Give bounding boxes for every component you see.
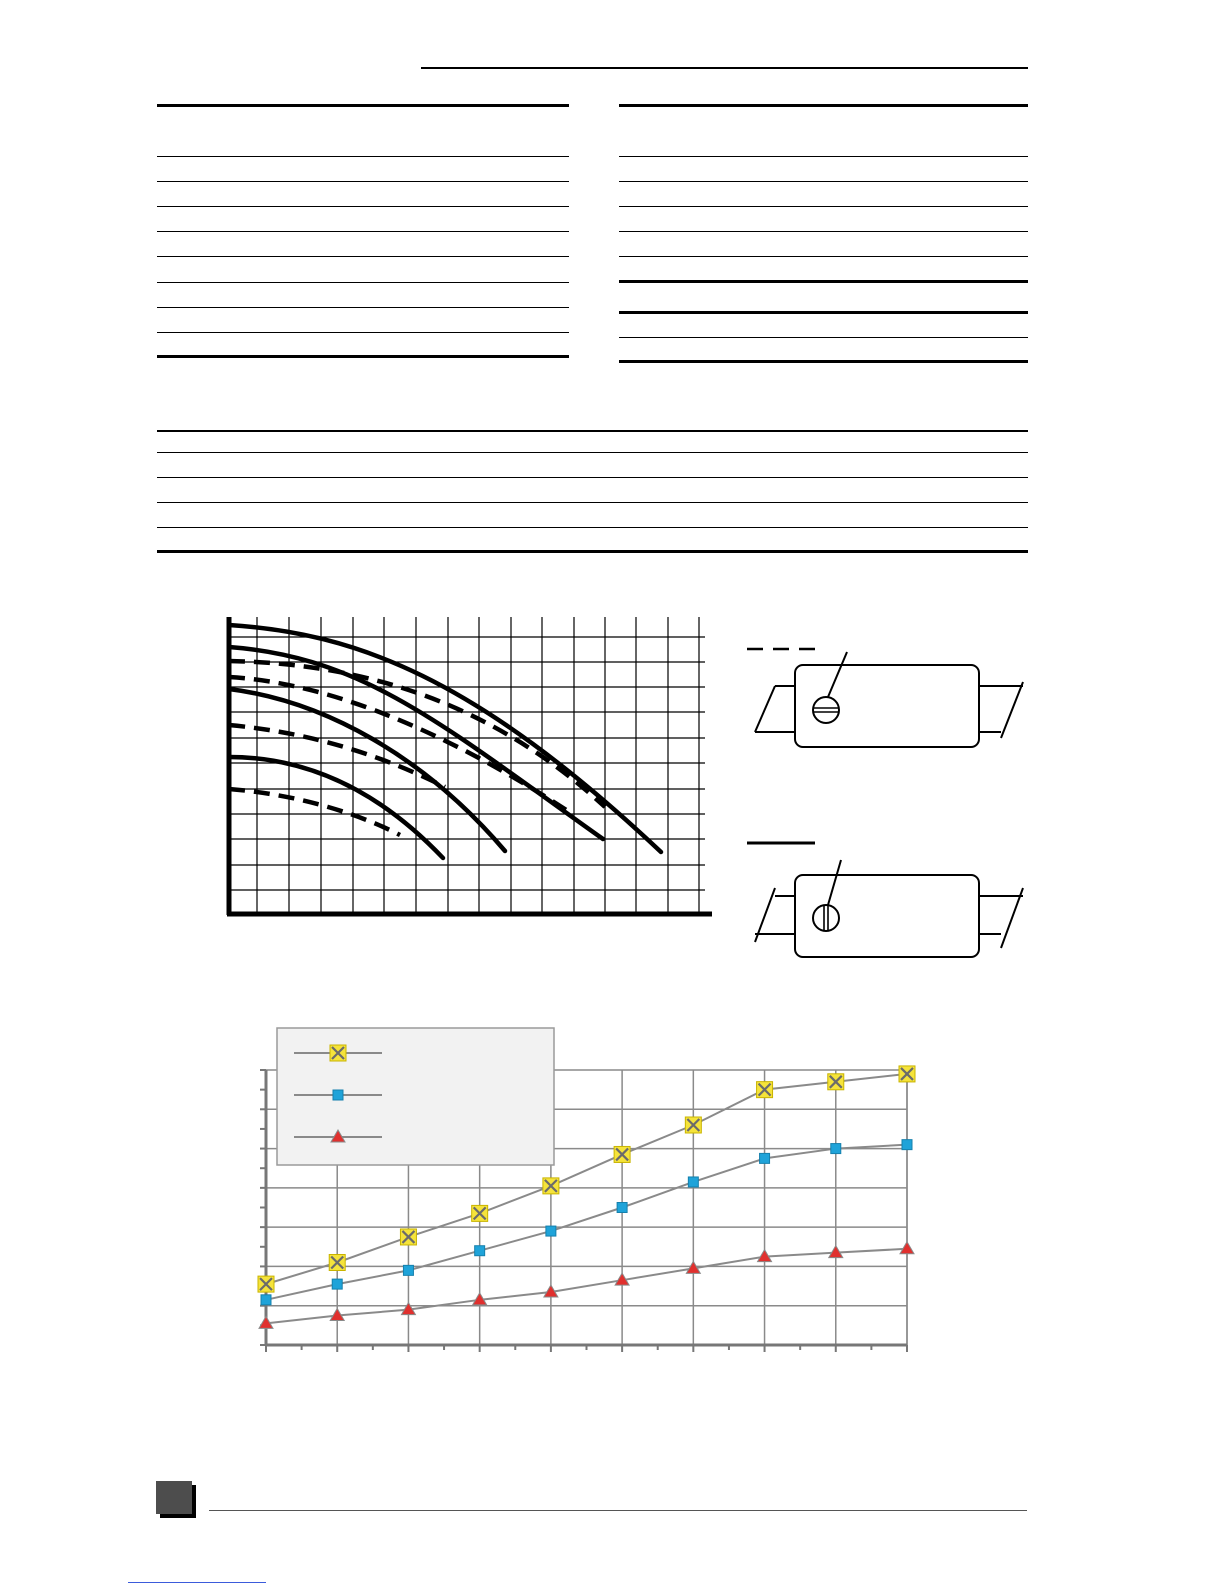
table-row	[157, 206, 569, 207]
footer-link-underline	[128, 1582, 266, 1583]
table-row	[619, 206, 1028, 207]
valve-schematic-solid	[745, 838, 1030, 960]
data-point-series-2	[831, 1144, 841, 1154]
data-point-series-1	[329, 1255, 345, 1271]
data-point-series-2	[546, 1226, 556, 1236]
right-spec-table	[619, 104, 1028, 366]
table-row	[157, 527, 1028, 528]
data-point-series-2	[617, 1203, 627, 1213]
table-row	[157, 156, 569, 157]
data-point-series-1	[543, 1178, 559, 1194]
left-spec-table	[157, 104, 569, 360]
table-bottom-rule	[157, 355, 569, 358]
data-point-series-1	[828, 1074, 844, 1090]
data-point-series-2	[261, 1295, 271, 1305]
line-chart-legend	[277, 1028, 554, 1165]
table-top-rule	[619, 104, 1028, 107]
header-rule	[421, 67, 1028, 69]
outlet-pipe	[979, 888, 1023, 948]
page-number-badge	[156, 1481, 192, 1514]
data-point-series-1	[400, 1229, 416, 1245]
table-row	[157, 256, 569, 257]
valve-knob-icon	[813, 905, 839, 931]
line-chart	[250, 1020, 930, 1360]
wide-table	[157, 430, 1028, 556]
table-row	[619, 337, 1028, 338]
valve-knob-icon	[813, 697, 839, 723]
table-row	[619, 231, 1028, 232]
valve-schematic-dashed	[745, 642, 1030, 752]
table-top-rule	[157, 430, 1028, 432]
table-section-rule	[619, 280, 1028, 283]
pump-curve-dashed	[229, 789, 400, 835]
table-section-rule	[619, 311, 1028, 314]
data-point-series-2	[760, 1153, 770, 1163]
table-bottom-rule	[619, 360, 1028, 363]
outlet-pipe	[979, 682, 1023, 738]
data-point-series-1	[614, 1146, 630, 1162]
table-row	[619, 256, 1028, 257]
table-row	[157, 452, 1028, 453]
table-row	[157, 502, 1028, 503]
legend-marker-2	[333, 1090, 343, 1100]
inlet-pipe	[755, 686, 795, 732]
data-point-series-2	[902, 1140, 912, 1150]
table-row	[157, 307, 569, 308]
data-point-series-2	[403, 1265, 413, 1275]
data-point-series-2	[332, 1279, 342, 1289]
pump-curve-dashed	[229, 725, 445, 787]
legend-marker-1	[330, 1045, 346, 1061]
table-row	[157, 282, 569, 283]
table-row	[619, 181, 1028, 182]
table-row	[157, 181, 569, 182]
table-bottom-rule	[157, 550, 1028, 553]
footer-rule	[209, 1510, 1027, 1511]
data-point-series-1	[899, 1066, 915, 1082]
table-row	[157, 332, 569, 333]
data-point-series-2	[688, 1177, 698, 1187]
data-point-series-1	[258, 1276, 274, 1292]
pump-curve-solid	[229, 689, 505, 851]
data-point-series-1	[757, 1082, 773, 1098]
data-point-series-2	[475, 1246, 485, 1256]
legend-box	[277, 1028, 554, 1165]
table-top-rule	[157, 104, 569, 107]
table-row	[157, 477, 1028, 478]
pump-performance-chart	[225, 617, 715, 919]
data-point-series-1	[685, 1117, 701, 1133]
table-row	[157, 231, 569, 232]
inlet-pipe	[755, 888, 795, 942]
table-row	[619, 156, 1028, 157]
data-point-series-1	[472, 1205, 488, 1221]
